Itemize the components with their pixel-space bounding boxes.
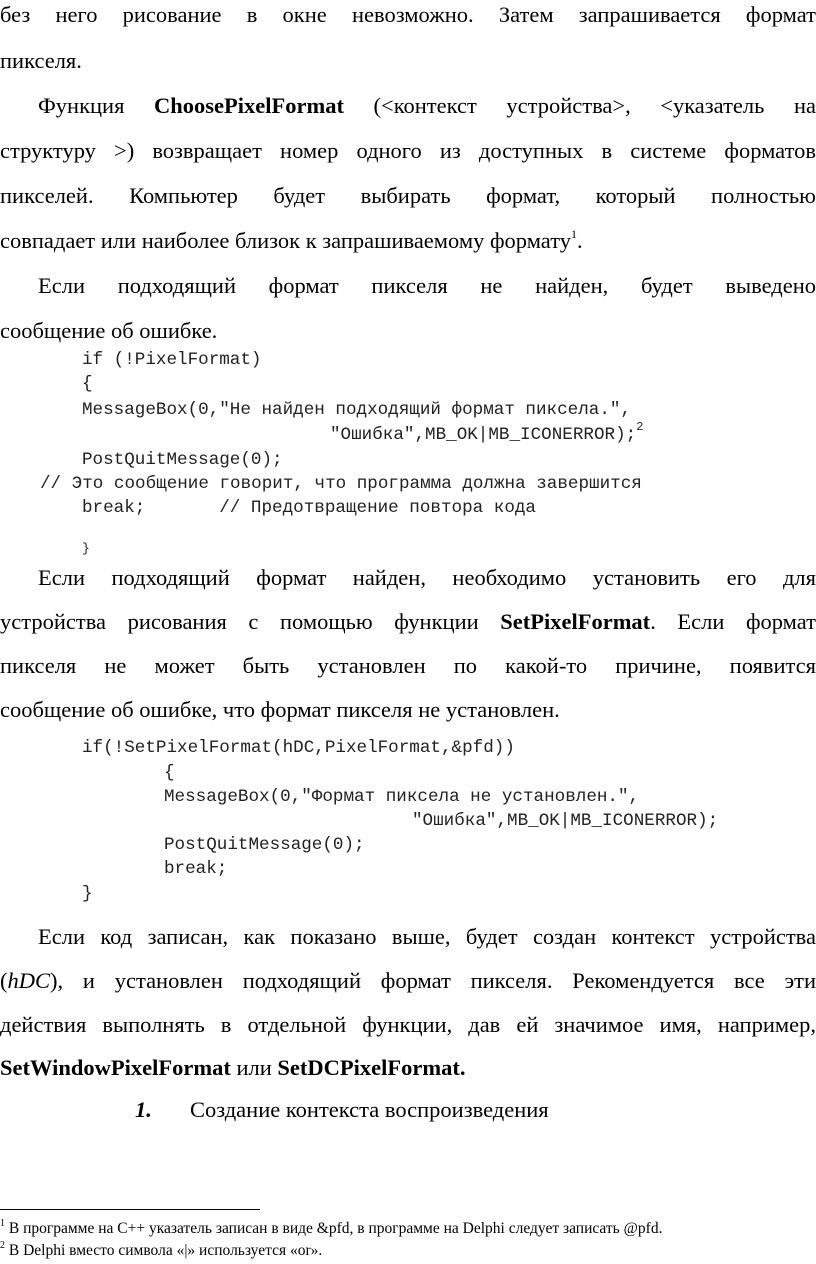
section-title: Создание контекста воспроизведения — [190, 1097, 549, 1122]
function-name-choosepixelformat: ChoosePixelFormat — [154, 93, 344, 118]
paragraph-4-line-2 — [0, 609, 816, 635]
footnote-1-text: В программе на C++ указатель записан в виде &pfd, в программе на Delphi следует записать @pfd. — [5, 1220, 663, 1237]
paragraph-4-line-3: пикселя не может быть установлен по какой-то причине, появится — [0, 653, 816, 678]
paragraph-5-line-3: действия выполнять в отдельной функции, дав ей значимое имя, например, — [0, 1012, 816, 1037]
paragraph-3-line-1: Если подходящий формат пикселя не найден, будет выведено — [38, 273, 816, 298]
footnote-ref-2[interactable]: 2 — [636, 420, 644, 435]
paragraph-3-line-2: сообщение об ошибке. — [0, 318, 218, 343]
paragraph-2-line-2: структуру >) возвращает номер одного из доступных в системе форматов — [0, 138, 816, 163]
footnote-ref-1[interactable]: 1 — [570, 226, 577, 241]
function-name-setpixelformat: SetPixelFormat — [500, 609, 651, 634]
paragraph-2-text: . — [576, 228, 583, 253]
function-name-setdcpixelformat: SetDCPixelFormat. — [277, 1055, 466, 1080]
code-2-line-5: PostQuitMessage(0); — [164, 835, 365, 855]
code-1-line-7: break; // Предотвращение повтора кода — [82, 498, 536, 518]
code-2-line-6: break; — [164, 859, 228, 879]
paragraph-5-text: ), и установлен подходящий формат пикселя. Рекомендуется все эти — [50, 968, 816, 993]
paragraph-4-line-1: Если подходящий формат найден, необходимо установить его для — [38, 565, 816, 590]
paragraph-2-line-3: пикселей. Компьютер будет выбирать формат, который полностью — [0, 183, 816, 208]
footnote-1 — [0, 1217, 663, 1238]
paragraph-5-line-4 — [0, 1055, 465, 1081]
code-2-line-7: } — [82, 884, 93, 904]
paragraph-4-text: . Если формат — [650, 609, 816, 634]
code-1-line-4 — [330, 420, 644, 446]
paragraph-5-line-2 — [0, 968, 816, 994]
paragraph-5-text: или — [230, 1055, 278, 1080]
paragraph-1-line-1: без него рисование в окне невозможно. Затем запрашивается формат — [0, 2, 816, 27]
paragraph-4-line-4: сообщение об ошибке, что формат пикселя не установлен. — [0, 697, 560, 722]
paragraph-2-text: (<контекст устройства>, <указатель на — [343, 93, 816, 118]
code-1-line-3: MessageBox(0,"Не найден подходящий формат пиксела.", — [82, 400, 632, 420]
code-2-line-3: MessageBox(0,"Формат пиксела не установлен.", — [164, 787, 640, 807]
footnote-separator — [0, 1209, 260, 1210]
section-number-text: 1. — [135, 1097, 152, 1122]
code-1-line-5: PostQuitMessage(0); — [82, 450, 283, 470]
footnote-2-text: В Delphi вместо символа «|» используется «or». — [5, 1242, 323, 1259]
paragraph-2-text: Функция — [38, 93, 154, 118]
paragraph-4-text: устройства рисования с помощью функции — [0, 609, 501, 634]
paragraph-2-text: совпадает или наиболее близок к запрашиваемому формату — [0, 228, 571, 253]
footnote-1-mark: 1 — [0, 1217, 5, 1229]
paragraph-1-line-2: пикселя. — [0, 48, 82, 73]
code-1-comment: // Это сообщение говорит, что программа должна завершится — [40, 474, 642, 494]
code-1-line-8: } — [82, 541, 90, 556]
code-2-line-1: if(!SetPixelFormat(hDC,PixelFormat,&pfd)) — [82, 738, 515, 758]
code-1-line-1: if (!PixelFormat) — [82, 350, 262, 370]
footnote-2 — [0, 1239, 323, 1260]
variable-hdc: hDC — [7, 968, 51, 993]
code-text: "Ошибка",MB_OK|MB_ICONERROR); — [330, 425, 637, 445]
function-name-setwindowpixelformat: SetWindowPixelFormat — [0, 1055, 231, 1080]
paragraph-2-line-1 — [38, 93, 816, 119]
footnote-2-mark: 2 — [0, 1239, 5, 1251]
code-2-line-4: "Ошибка",MB_OK|MB_ICONERROR); — [412, 811, 719, 831]
paragraph-5-line-1: Если код записан, как показано выше, будет создан контекст устройства — [38, 924, 816, 949]
code-1-line-2: { — [82, 374, 93, 394]
section-number — [135, 1097, 152, 1123]
paragraph-5-text: ( — [0, 968, 8, 993]
code-2-line-2: { — [164, 763, 175, 783]
paragraph-2-line-4 — [0, 228, 583, 254]
